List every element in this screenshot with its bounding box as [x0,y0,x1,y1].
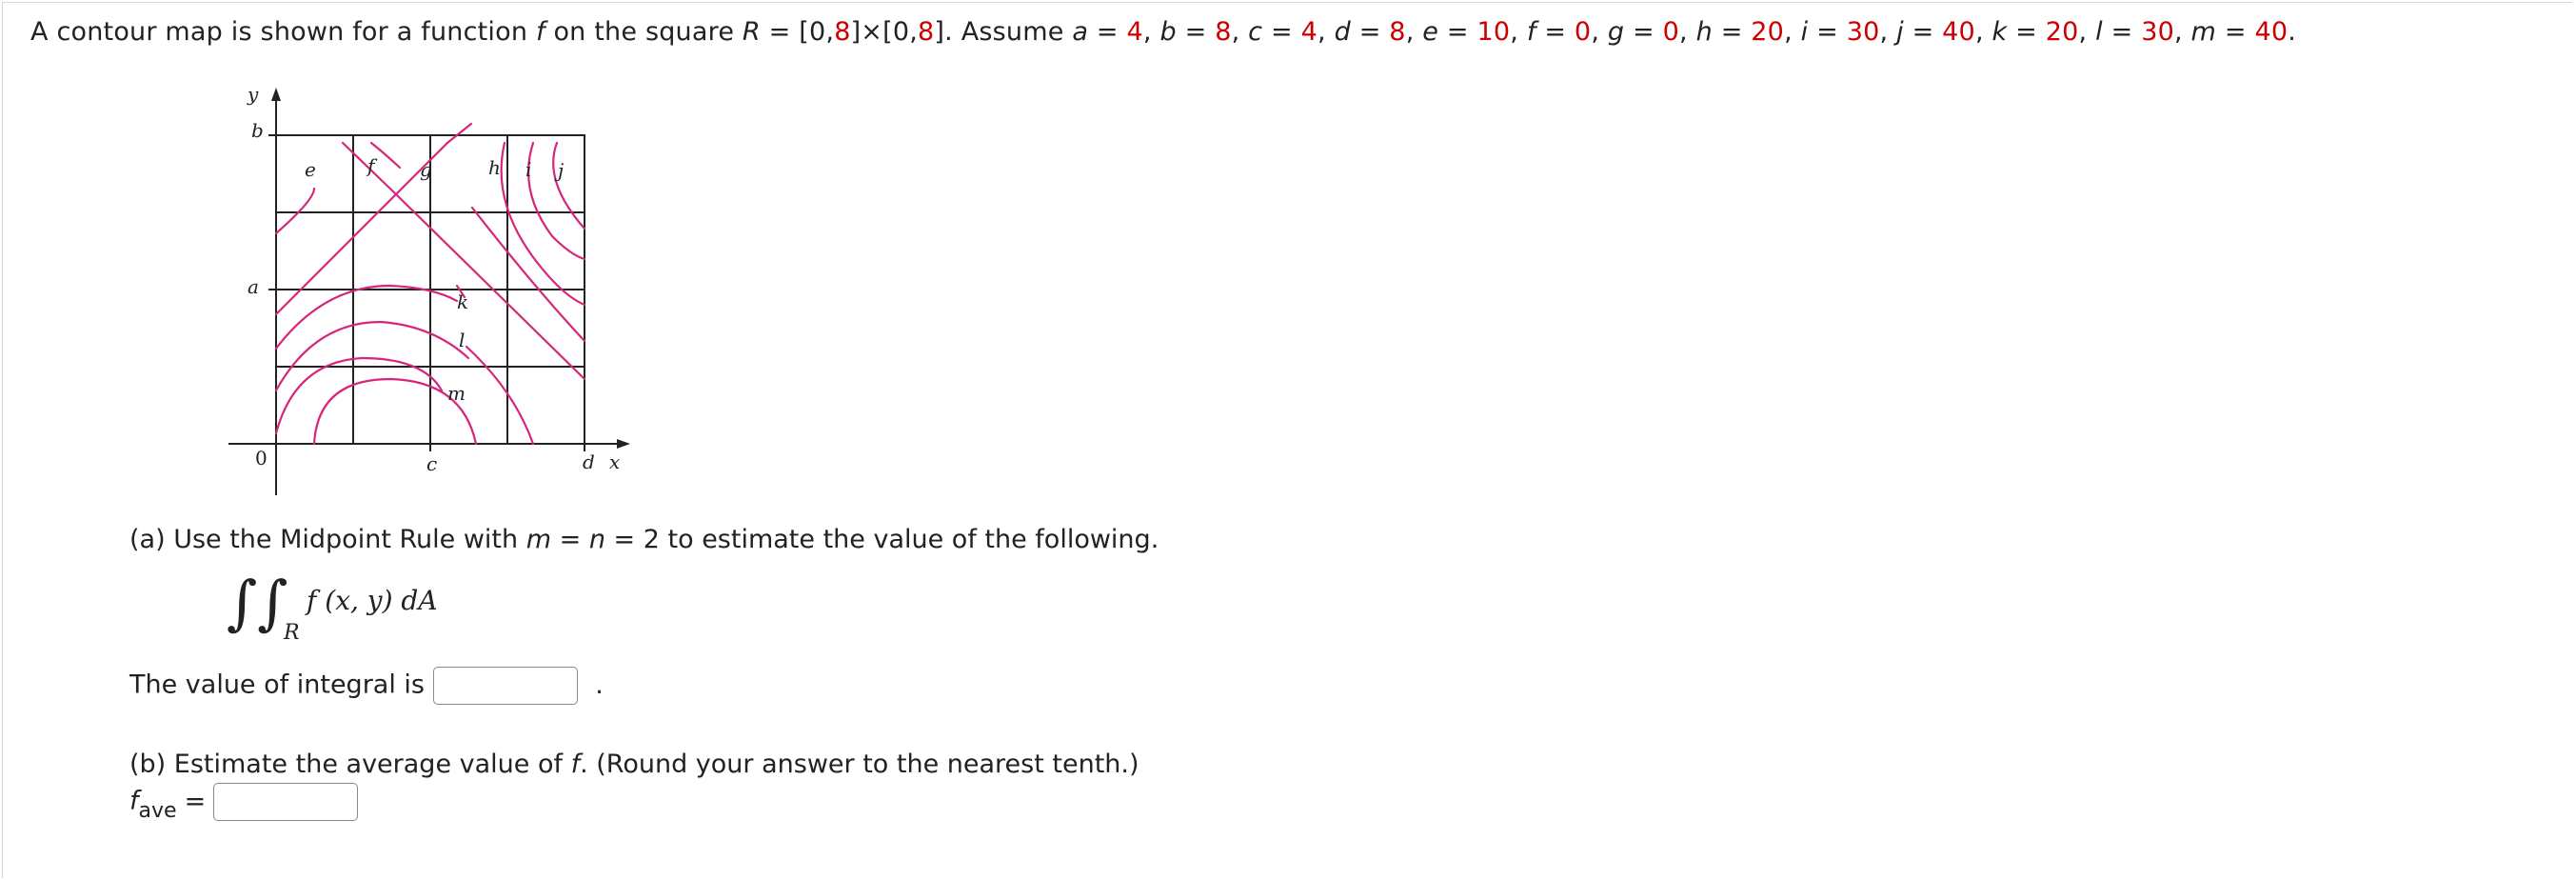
problem-statement: A contour map is shown for a function f on the square R = [0,8]×[0,8]. Assume a = 4, b = 8, c = 4, d = 8, e = 10, f = 0, g = 0, h = 20, i = 30, j = 40, k = 20, l = 30, m = 40. [30,17,2296,47]
double-integral-expression [227,568,455,657]
param-k: k = 20 [1991,17,2079,47]
average-value-input[interactable] [213,783,358,821]
param-m: m = 40 [2190,17,2289,47]
param-h: h = 20 [1695,17,1785,47]
param-f: f = 0 [1526,17,1592,47]
origin-label: 0 [255,447,268,470]
param-b: b = 8 [1159,17,1232,47]
integrand: f (x, y) dA [307,585,438,616]
param-i: i = 30 [1800,17,1880,47]
contour-label-f: f [367,154,375,177]
param-e: e = 10 [1422,17,1511,47]
tick-a-label: a [248,275,259,298]
integral-region: R [284,621,300,645]
contour-map-figure [219,76,638,495]
fave-subscript: ave [138,798,177,823]
integral-value-input[interactable] [433,667,578,705]
contour-label-m: m [447,382,466,405]
contour-label-h: h [488,156,501,179]
contour-label-e: e [305,158,316,181]
param-a: a = 4 [1072,17,1143,47]
integral-answer-row [129,667,604,705]
axis-y-label: y [248,83,259,106]
tick-b-label: b [251,119,264,142]
param-g: g = 0 [1607,17,1680,47]
contour-label-l: l [459,329,466,351]
tick-c-label: c [426,452,438,475]
tick-d-label: d [583,450,595,473]
parameter-list: a = 4, b = 8, c = 4, d = 8, e = 10, f = 0, g = 0, h = 20, i = 30, j = 40, k = 20, l = 30, m = 40. [1072,17,2296,47]
contour-label-i: i [525,158,532,181]
param-j: j = 40 [1896,17,1975,47]
contour-label-g: g [420,158,432,181]
axis-x-label: x [609,450,621,473]
sentence-period: . [595,670,604,700]
param-c: c = 4 [1248,17,1318,47]
contour-label-j: j [558,159,565,182]
fave-symbol: f [129,786,139,816]
contour-label-k: k [457,290,469,313]
integral-value-label: The value of integral is [129,670,425,700]
average-value-answer-row [129,783,358,821]
part-b-prompt: (b) Estimate the average value of f. (Round your answer to the nearest tenth.) [129,750,1139,779]
param-l: l = 30 [2095,17,2174,47]
param-d: d = 8 [1334,17,1406,47]
integral-sign: ∫∫ [227,568,288,637]
part-a-prompt: (a) Use the Midpoint Rule with m = n = 2 to estimate the value of the following. [129,525,1159,554]
fave-equals: = [184,786,207,816]
